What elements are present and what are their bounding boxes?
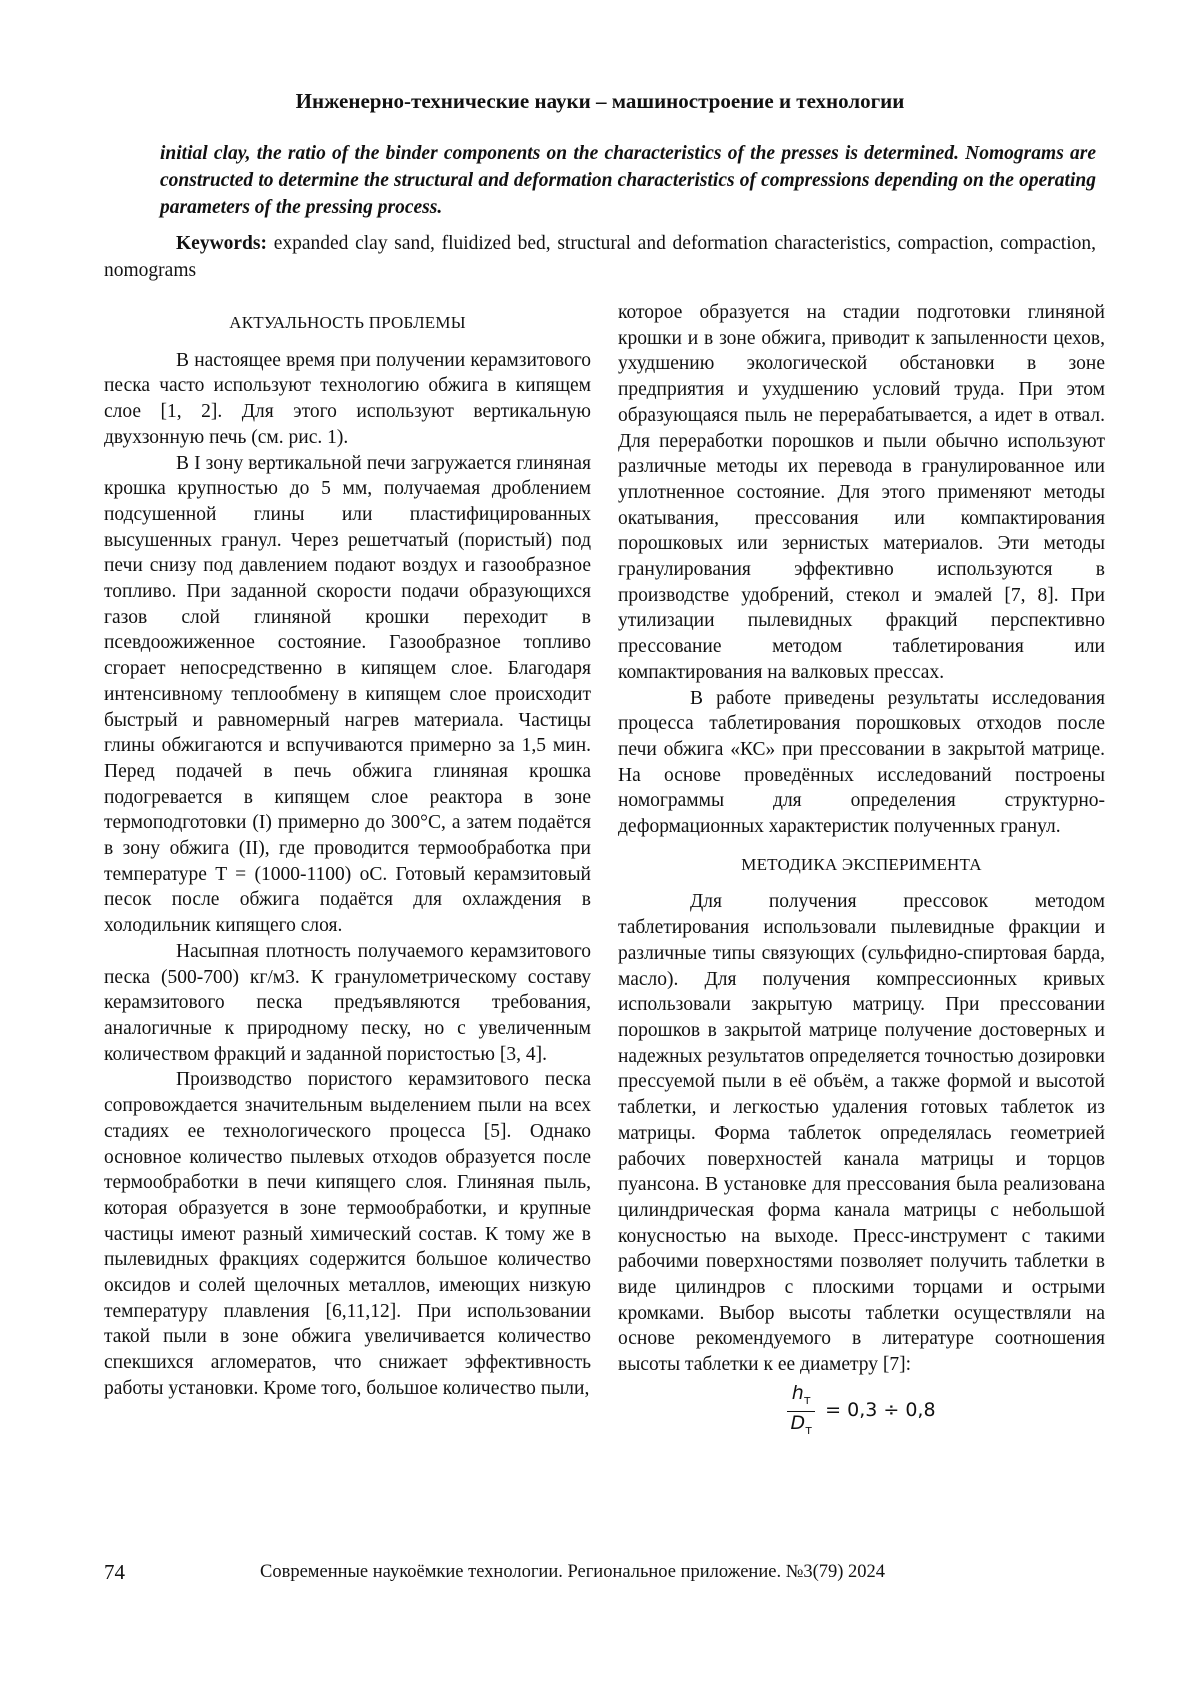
keywords-line: [104, 230, 1096, 284]
keywords-text: expanded clay sand, fluidized bed, structural and deformation characteristics, compaction, compaction, nomograms: [104, 233, 1096, 281]
formula-num-sub: т: [803, 1392, 811, 1407]
right-column: [618, 300, 1105, 1440]
formula-den-sub: т: [805, 1422, 813, 1437]
journal-footer: Современные наукоёмкие технологии. Региональное приложение. №3(79) 2024: [260, 1562, 886, 1582]
paragraph: В настоящее время при получении керамзитового песка часто используют технологию обжига в кипящем слое [1, 2]. Для этого используют вертикальную двухзонную печь (см. рис. 1).: [104, 349, 591, 448]
formula-rhs: = 0,3 ÷ 0,8: [825, 1399, 936, 1422]
paragraph: Для получения прессовок методом таблетирования использовали пылевидные фракции и различные типы связующих (сульфидно-спиртовая барда, масло). Для получения компрессионных кривых использовали закрытую матрицу. При прессовании порошков в закрытой матрице получение достоверных и надежных результатов определяется точностью дозировки прессуемой пыли в её объём, а также формой и высотой таблетки, и легкостью удаления готовых таблеток из матрицы. Форма таблеток определялась геометрией рабочих поверхностей канала матрицы и торцов пуансона. В установке для прессования была реализована цилиндрическая форма канала матрицы с небольшой конусностью на выходе. Пресс-инструмент с такими рабочими поверхностями позволяет получить таблетки в виде цилиндров с плоскими торцами и острыми кромками. Выбор высоты таблетки осуществляли на основе рекомендуемого в литературе соотношения высоты таблетки к ее диаметру [7]:: [618, 891, 1105, 1376]
left-column: [104, 310, 591, 1402]
paragraph: Насыпная плотность получаемого керамзитового песка (500-700) кг/м3. К гранулометрическому составу керамзитового песка предъявляются требования, аналогичные к природному песку, но с увеличенным количеством фракций и заданной пористостью [3, 4].: [104, 940, 591, 1065]
paragraph: В I зону вертикальной печи загружается глиняная крошка крупностью до 5 мм, получаемая дроблением подсушенной глины или пластифицированных высушенных гранул. Через решетчатый (пористый) под печи снизу под давлением подают воздух и газообразное топливо. При заданной скорости подачи образующихся газов слой глиняной крошки переходит в псевдоожиженное состояние. Газообразное топливо сгорает непосредственно в кипящем слое. Благодаря интенсивному теплообмену в кипящем слое происходит быстрый и равномерный нагрев материала. Частицы глины обжигаются и вспучиваются примерно за 1,5 мин. Перед подачей в печь обжига глиняная крошка подогревается в кипящем слое реактора в зоне термоподготовки (I) примерно до 300°C, а затем подаётся в зону обжига (II), где проводится термообработка при температуре T = (1000-1100) оС. Готовый керамзитовый песок после обжига подаётся для охлаждения в холодильник кипящего слоя.: [104, 452, 591, 937]
formula-numerator: [787, 1382, 815, 1412]
formula-fraction: [787, 1382, 815, 1441]
abstract-text: initial clay, the ratio of the binder components on the characteristics of the presses is determined. Nomograms are constructed to determine the structural and deformation characteristics of compressions depending on the operating parameters of the pressing process.: [160, 143, 1096, 218]
paragraph: Производство пористого керамзитового песка сопровождается значительным выделением пыли на всех стадиях ее технологического процесса [5]. Однако основное количество пылевых отходов образуется после термообработки в печи кипящего слоя. Глиняная пыль, которая образуется в зоне термообработки, и крупные частицы имеют разный химический состав. К тому же в пылевидных фракциях содержится большое количество оксидов и солей щелочных металлов, имеющих низкую температуру плавления [6,11,12]. При использовании такой пыли в зоне обжига увеличивается количество спекшихся агломератов, что снижает эффективность работы установки. Кроме того, большое количество пыли,: [104, 1069, 591, 1399]
section-title-relevance: АКТУАЛЬНОСТЬ ПРОБЛЕМЫ: [229, 313, 466, 332]
page-number: 74: [104, 1560, 125, 1584]
formula-ratio: [618, 1382, 1105, 1441]
running-header: Инженерно-технические науки – машиностроение и технологии: [295, 89, 905, 113]
paragraph-continued: которое образуется на стадии подготовки глиняной крошки и в зоне обжига, приводит к запыленности цехов, ухудшению экологической обстановки в зоне предприятия и ухудшению условий труда. При этом образующаяся пыль не перерабатывается, а идет в отвал. Для переработки порошков и пыли обычно используют различные методы их перевода в гранулированное или уплотненное состояние. Для этого применяют методы окатывания, прессования или компактирования порошковых или зернистых материалов. Эти методы гранулирования эффективно используются в производстве удобрений, стекол и эмалей [7, 8]. При утилизации пылевидных фракций перспективно прессование методом таблетирования или компактирования на валковых прессах.: [618, 302, 1105, 683]
keywords-label: Keywords:: [176, 233, 267, 254]
paragraph: В работе приведены результаты исследования процесса таблетирования порошковых отходов после печи обжига «КС» при прессовании в закрытой матрице. На основе проведённых исследований построены номограммы для определения структурно-деформационных характеристик полученных гранул.: [618, 687, 1105, 838]
formula-denominator: [787, 1412, 815, 1441]
section-title-method: МЕТОДИКА ЭКСПЕРИМЕНТА: [741, 854, 982, 874]
formula-den-var: D: [790, 1411, 806, 1434]
formula-num-var: h: [791, 1381, 804, 1404]
